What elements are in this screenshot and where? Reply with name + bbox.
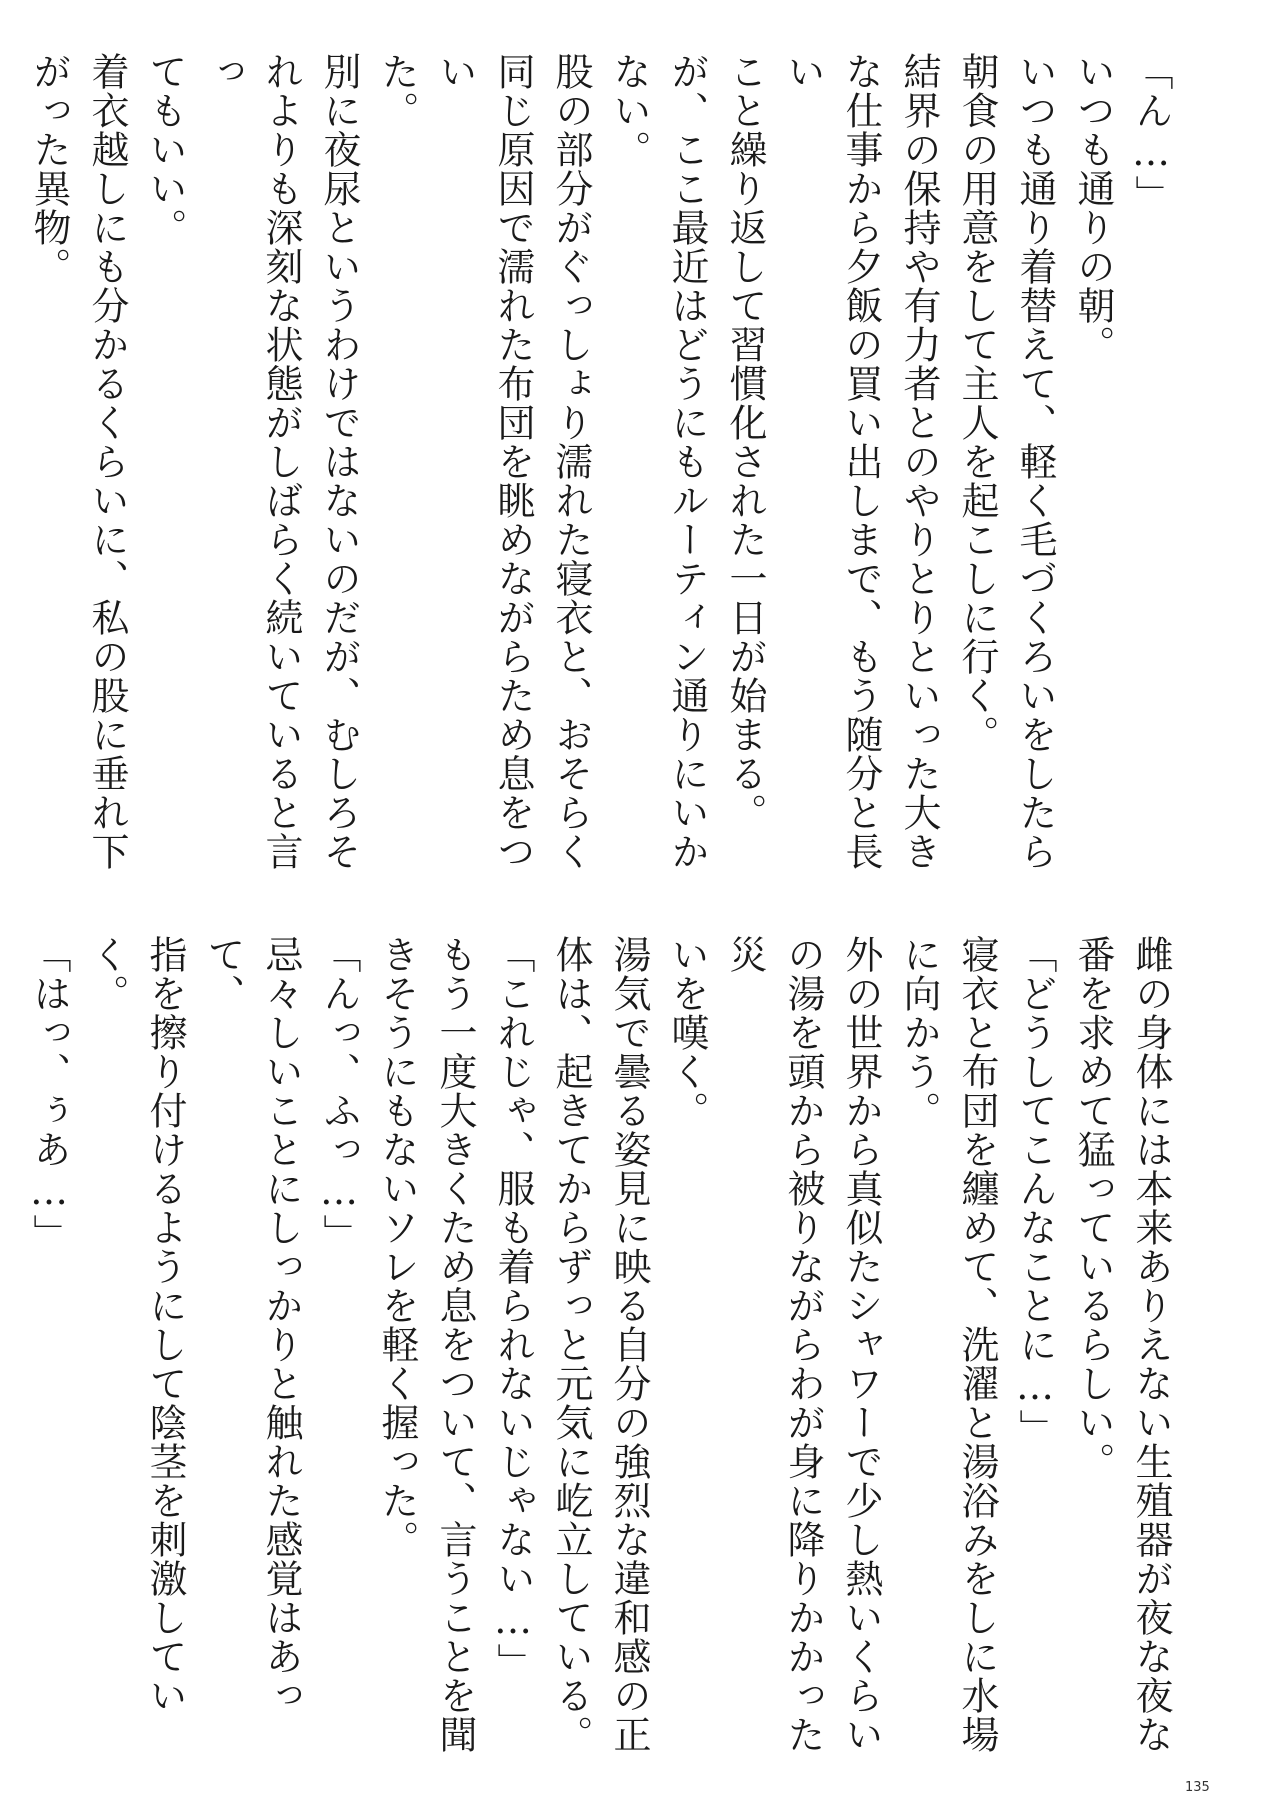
text-line: が、ここ最近はどうにもルーティン通りにいか (665, 52, 709, 871)
text-line: もう一度大きくため息をついて、言うことを聞 (433, 935, 477, 1754)
text-line: 湯気で曇る姿見に映る自分の強烈な違和感の正 (607, 935, 651, 1754)
text-line: てもいい。 (143, 52, 187, 247)
text-line: 着衣越しにも分かるくらいに、私の股に垂れ下 (85, 52, 129, 871)
page-number: 135 (1185, 1780, 1210, 1795)
text-line: 「ん…」 (1129, 52, 1173, 214)
text-line: 別に夜尿というわけではないのだが、むしろそ (317, 52, 361, 871)
text-line: 番を求めて猛っているらしい。 (1071, 935, 1115, 1481)
text-line: がった異物。 (27, 52, 71, 286)
text-line: いつも通りの朝。 (1071, 52, 1115, 364)
text-line: 指を擦り付けるようにして陰茎を刺激していく。 (85, 935, 187, 1715)
upper-text-block (27, 52, 1180, 892)
text-line: 雌の身体には本来ありえない生殖器が夜な夜な (1129, 935, 1173, 1754)
text-line: 股の部分がぐっしょり濡れた寝衣と、おそらく (549, 52, 593, 871)
text-line: 「どうしてこんなことに…」 (1013, 935, 1057, 1448)
text-line: いを嘆く。 (665, 935, 709, 1130)
text-line: 寝衣と布団を纏めて、洗濯と湯浴みをしに水場 (955, 935, 999, 1754)
text-line: に向かう。 (897, 935, 941, 1130)
text-line: な仕事から夕飯の買い出しまで、もう随分と長い (781, 52, 883, 871)
text-line: ない。 (607, 52, 651, 169)
text-line: 忌々しいことにしっかりと触れた感覚はあって、 (201, 935, 303, 1715)
text-line: こと繰り返して習慣化された一日が始まる。 (723, 52, 767, 832)
text-line: 同じ原因で濡れた布団を眺めながらため息をつい (433, 52, 535, 871)
text-line: 「これじゃ、服も着られないじゃない…」 (491, 935, 535, 1682)
text-line: れよりも深刻な状態がしばらく続いていると言っ (201, 52, 303, 871)
lower-text-block (27, 935, 1180, 1775)
text-line: 体は、起きてからずっと元気に屹立している。 (549, 935, 593, 1754)
text-line: きそうにもないソレを軽く握った。 (375, 935, 419, 1559)
text-line: 朝食の用意をして主人を起こしに行く。 (955, 52, 999, 754)
text-line: いつも通り着替えて、軽く毛づくろいをしたら (1013, 52, 1057, 871)
text-line: 「はっ、ぅあ…」 (27, 935, 71, 1253)
text-line: の湯を頭から被りながらわが身に降りかかった災 (723, 935, 825, 1754)
text-line: 「んっ、ふっ…」 (317, 935, 361, 1253)
text-line: 外の世界から真似たシャワーで少し熱いくらい (839, 935, 883, 1754)
text-line: 結界の保持や有力者とのやりとりといった大き (897, 52, 941, 871)
text-line: た。 (375, 52, 419, 130)
